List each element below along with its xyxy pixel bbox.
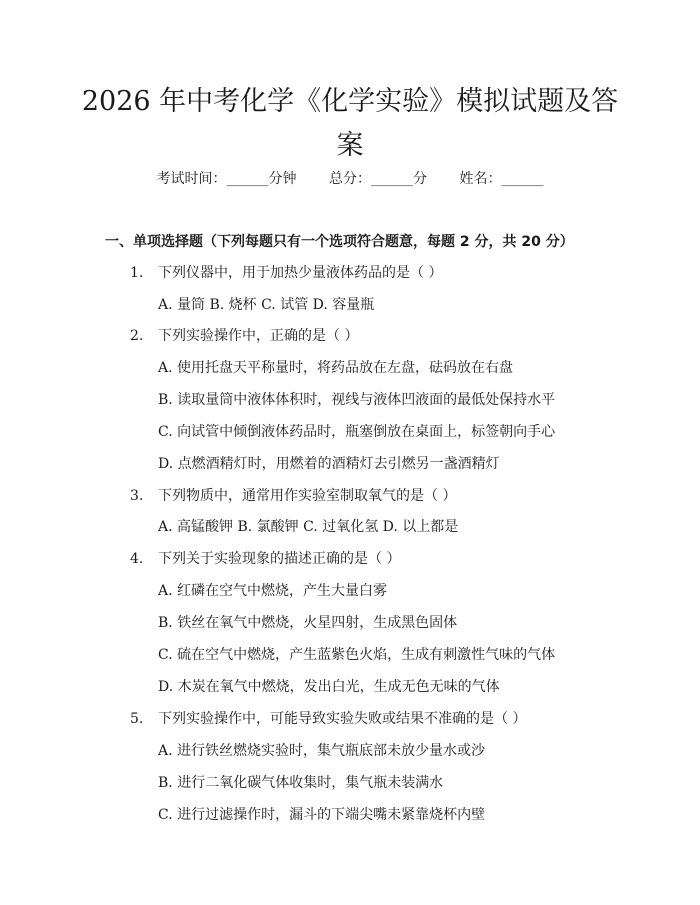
question-4-option-a: A. 红磷在空气中燃烧，产生大量白雾 <box>158 583 388 599</box>
question-5-option-a: A. 进行铁丝燃烧实验时，集气瓶底部未放少量水或沙 <box>158 743 486 759</box>
question-text: 下列仪器中，用于加热少量液体药品的是（ ） <box>158 265 443 281</box>
exam-meta <box>0 168 700 188</box>
total-score-field: 总分：______分 <box>329 171 427 187</box>
title-line-1: 2026 年中考化学《化学实验》模拟试题及答 <box>81 86 619 117</box>
exam-time-field: 考试时间：______分钟 <box>156 171 297 187</box>
question-2-option-c: C. 向试管中倾倒液体药品时，瓶塞倒放在桌面上，标签朝向手心 <box>158 424 556 440</box>
question-1 <box>130 262 442 282</box>
question-number: 1. <box>130 265 144 281</box>
question-number: 5. <box>130 711 144 727</box>
title-line-2: 案 <box>336 130 364 161</box>
student-name-field: 姓名：______ <box>459 171 544 187</box>
question-text: 下列关于实验现象的描述正确的是（ ） <box>158 551 401 567</box>
question-text: 下列实验操作中，可能导致实验失败或结果不准确的是（ ） <box>158 711 527 727</box>
question-number: 2. <box>130 328 144 344</box>
question-2 <box>130 325 358 345</box>
exam-title <box>0 80 700 168</box>
question-4-option-b: B. 铁丝在氧气中燃烧，火星四射，生成黑色固体 <box>158 615 458 631</box>
question-number: 3. <box>130 488 144 504</box>
question-number: 4. <box>130 551 144 567</box>
question-text: 下列实验操作中，正确的是（ ） <box>158 328 359 344</box>
question-5-option-c: C. 进行过滤操作时，漏斗的下端尖嘴未紧靠烧杯内壁 <box>158 807 486 823</box>
question-5-option-b: B. 进行二氧化碳气体收集时，集气瓶未装满水 <box>158 775 444 791</box>
question-2-option-a: A. 使用托盘天平称量时，将药品放在左盘，砝码放在右盘 <box>158 360 514 376</box>
question-3 <box>130 485 456 505</box>
question-text: 下列物质中，通常用作实验室制取氧气的是（ ） <box>158 488 457 504</box>
question-4-option-c: C. 硫在空气中燃烧，产生蓝紫色火焰，生成有刺激性气味的气体 <box>158 647 556 663</box>
question-3-options: A. 高锰酸钾 B. 氯酸钾 C. 过氧化氢 D. 以上都是 <box>158 519 459 535</box>
question-4 <box>130 548 400 568</box>
question-1-options: A. 量筒 B. 烧杯 C. 试管 D. 容量瓶 <box>158 297 375 313</box>
section-heading: 一、单项选择题（下列每题只有一个选项符合题意，每题 2 分，共 20 分） <box>105 234 574 250</box>
question-5 <box>130 708 526 728</box>
question-4-option-d: D. 木炭在氧气中燃烧，发出白光，生成无色无味的气体 <box>158 679 500 695</box>
question-2-option-d: D. 点燃酒精灯时，用燃着的酒精灯去引燃另一盏酒精灯 <box>158 456 500 472</box>
question-2-option-b: B. 读取量筒中液体体积时，视线与液体凹液面的最低处保持水平 <box>158 392 556 408</box>
